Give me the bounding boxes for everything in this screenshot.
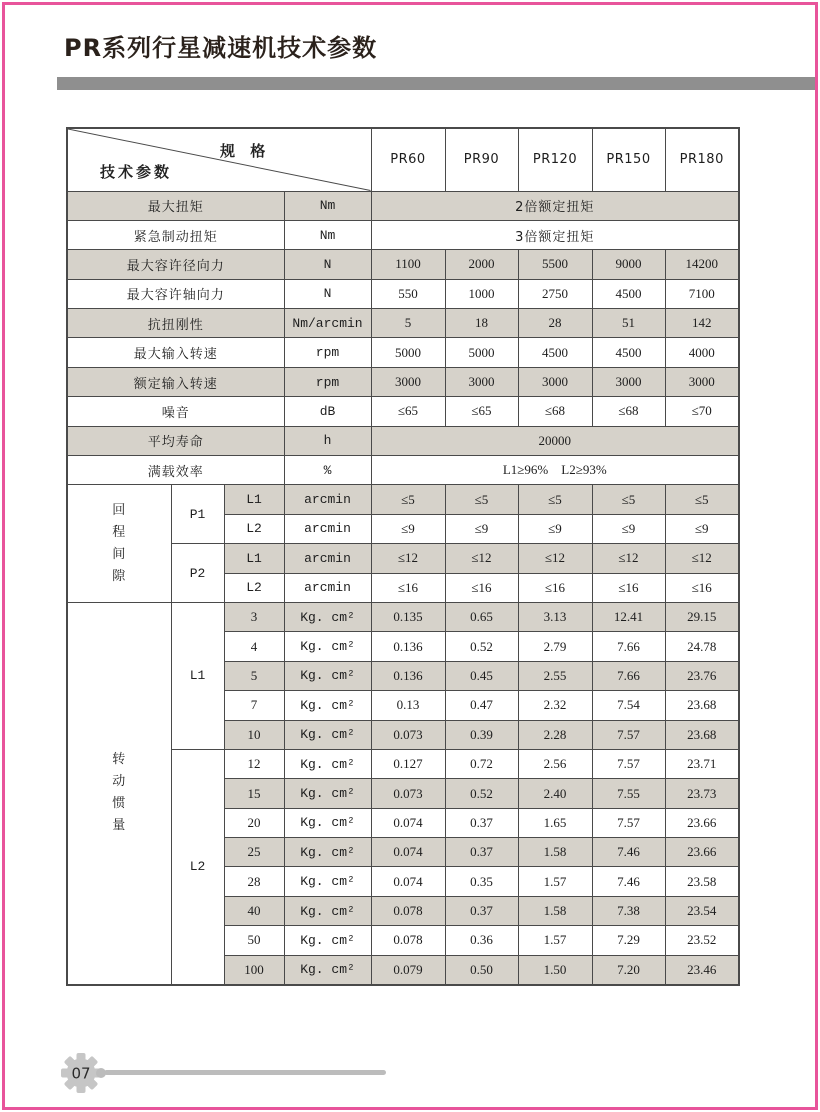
param-label: 最大输入转速 (67, 338, 284, 367)
value-cell: 0.074 (371, 867, 445, 896)
value-cell: ≤9 (518, 514, 592, 543)
merged-value-cell: 2倍额定扭矩 (371, 191, 739, 220)
table-row (67, 602, 739, 631)
unit-cell: Kg. cm² (284, 779, 371, 808)
value-cell: 0.52 (445, 779, 518, 808)
value-cell: 7.57 (592, 808, 665, 837)
value-cell: 23.66 (665, 838, 739, 867)
unit-cell: Kg. cm² (284, 838, 371, 867)
value-cell: ≤5 (371, 485, 445, 514)
value-cell: 1.57 (518, 926, 592, 955)
unit-cell: Kg. cm² (284, 955, 371, 984)
param-label: 满载效率 (67, 456, 284, 485)
value-cell: 23.66 (665, 808, 739, 837)
value-cell: 12.41 (592, 602, 665, 631)
unit-cell: Kg. cm² (284, 926, 371, 955)
value-cell: ≤12 (665, 544, 739, 573)
value-cell: 0.136 (371, 661, 445, 690)
unit-cell: arcmin (284, 544, 371, 573)
value-cell: ≤5 (665, 485, 739, 514)
value-cell: 0.45 (445, 661, 518, 690)
precision-class-p1: P1 (171, 485, 224, 544)
value-cell: ≤5 (518, 485, 592, 514)
param-label: 最大容许轴向力 (67, 279, 284, 308)
table-header-row (67, 128, 739, 191)
param-label: 最大容许径向力 (67, 250, 284, 279)
value-cell: 2.40 (518, 779, 592, 808)
ratio-cell: 3 (224, 602, 284, 631)
value-cell: 0.078 (371, 926, 445, 955)
value-cell: 0.36 (445, 926, 518, 955)
page-title: PR系列行星减速机技术参数 (64, 34, 378, 62)
ratio-cell: 100 (224, 955, 284, 984)
unit-cell: Kg. cm² (284, 632, 371, 661)
value-cell: 3000 (371, 367, 445, 396)
table-row (67, 279, 739, 308)
value-cell: 3000 (592, 367, 665, 396)
value-cell: 1.58 (518, 896, 592, 925)
value-cell: 0.135 (371, 602, 445, 631)
value-cell: 0.35 (445, 867, 518, 896)
model-column-header-pr180: PR180 (665, 128, 739, 191)
unit-cell: arcmin (284, 514, 371, 543)
unit-cell: Kg. cm² (284, 602, 371, 631)
unit-cell: Nm (284, 191, 371, 220)
value-cell: ≤68 (518, 397, 592, 426)
ratio-cell: 12 (224, 749, 284, 778)
value-cell: 0.073 (371, 779, 445, 808)
ratio-cell: 15 (224, 779, 284, 808)
value-cell: 7.57 (592, 720, 665, 749)
unit-cell: arcmin (284, 485, 371, 514)
param-label: 噪音 (67, 397, 284, 426)
param-label: 抗扭刚性 (67, 309, 284, 338)
value-cell: 3000 (518, 367, 592, 396)
unit-cell: Kg. cm² (284, 896, 371, 925)
unit-cell: % (284, 456, 371, 485)
value-cell: 1.65 (518, 808, 592, 837)
value-cell: ≤70 (665, 397, 739, 426)
value-cell: 0.72 (445, 749, 518, 778)
value-cell: 23.73 (665, 779, 739, 808)
value-cell: 0.073 (371, 720, 445, 749)
unit-cell: Kg. cm² (284, 720, 371, 749)
value-cell: 2.79 (518, 632, 592, 661)
value-cell: ≤5 (592, 485, 665, 514)
value-cell: 0.13 (371, 691, 445, 720)
value-cell: 0.47 (445, 691, 518, 720)
value-cell: 7.38 (592, 896, 665, 925)
value-cell: ≤65 (371, 397, 445, 426)
param-label: 平均寿命 (67, 426, 284, 455)
ratio-cell: 10 (224, 720, 284, 749)
value-cell: 0.37 (445, 838, 518, 867)
table-row (67, 309, 739, 338)
value-cell: 23.46 (665, 955, 739, 984)
value-cell: 0.074 (371, 838, 445, 867)
merged-value-cell: 3倍额定扭矩 (371, 220, 739, 249)
stage-cell: L2 (224, 573, 284, 602)
spec-table (66, 127, 740, 986)
value-cell: 550 (371, 279, 445, 308)
value-cell: 3000 (665, 367, 739, 396)
table-row (67, 426, 739, 455)
unit-cell: N (284, 279, 371, 308)
value-cell: 0.52 (445, 632, 518, 661)
value-cell: 4500 (592, 279, 665, 308)
value-cell: ≤16 (445, 573, 518, 602)
ratio-cell: 25 (224, 838, 284, 867)
value-cell: 5000 (371, 338, 445, 367)
unit-cell: rpm (284, 338, 371, 367)
value-cell: ≤12 (445, 544, 518, 573)
value-cell: 0.37 (445, 808, 518, 837)
unit-cell: dB (284, 397, 371, 426)
title-underline-bar (57, 77, 815, 90)
value-cell: 3000 (445, 367, 518, 396)
unit-cell: Kg. cm² (284, 808, 371, 837)
value-cell: 23.68 (665, 691, 739, 720)
value-cell: 7.46 (592, 838, 665, 867)
table-row (67, 220, 739, 249)
value-cell: 7100 (665, 279, 739, 308)
value-cell: ≤68 (592, 397, 665, 426)
model-column-header-pr60: PR60 (371, 128, 445, 191)
value-cell: 7.66 (592, 632, 665, 661)
value-cell: 4500 (592, 338, 665, 367)
model-column-header-pr90: PR90 (445, 128, 518, 191)
value-cell: 4500 (518, 338, 592, 367)
value-cell: 7.46 (592, 867, 665, 896)
unit-cell: Nm/arcmin (284, 309, 371, 338)
stage-group-l2: L2 (171, 749, 224, 984)
value-cell: 7.29 (592, 926, 665, 955)
corner-param-label: 技术参数 (100, 162, 173, 181)
unit-cell: Kg. cm² (284, 661, 371, 690)
stage-cell: L1 (224, 544, 284, 573)
value-cell: 28 (518, 309, 592, 338)
merged-value-cell: 20000 (371, 426, 739, 455)
ratio-cell: 40 (224, 896, 284, 925)
ratio-cell: 7 (224, 691, 284, 720)
backlash-group-label: 回程间隙 (67, 485, 171, 603)
value-cell: 3.13 (518, 602, 592, 631)
value-cell: 2.28 (518, 720, 592, 749)
value-cell: 1000 (445, 279, 518, 308)
value-cell: 0.136 (371, 632, 445, 661)
value-cell: ≤5 (445, 485, 518, 514)
unit-cell: arcmin (284, 573, 371, 602)
value-cell: 1.50 (518, 955, 592, 984)
unit-cell: Kg. cm² (284, 691, 371, 720)
table-row (67, 485, 739, 514)
value-cell: 23.52 (665, 926, 739, 955)
value-cell: ≤12 (371, 544, 445, 573)
value-cell: ≤16 (665, 573, 739, 602)
value-cell: 7.20 (592, 955, 665, 984)
value-cell: ≤12 (518, 544, 592, 573)
table-row (67, 338, 739, 367)
value-cell: 0.074 (371, 808, 445, 837)
value-cell: 0.37 (445, 896, 518, 925)
ratio-cell: 20 (224, 808, 284, 837)
value-cell: ≤16 (518, 573, 592, 602)
value-cell: ≤9 (592, 514, 665, 543)
value-cell: 5500 (518, 250, 592, 279)
value-cell: 7.54 (592, 691, 665, 720)
value-cell: 2.55 (518, 661, 592, 690)
stage-cell: L2 (224, 514, 284, 543)
value-cell: 23.58 (665, 867, 739, 896)
value-cell: ≤65 (445, 397, 518, 426)
value-cell: ≤9 (371, 514, 445, 543)
value-cell: 7.66 (592, 661, 665, 690)
table-corner-cell (67, 128, 371, 191)
value-cell: 2000 (445, 250, 518, 279)
value-cell: ≤9 (445, 514, 518, 543)
value-cell: 18 (445, 309, 518, 338)
merged-value-cell: L1≥96% L2≥93% (371, 456, 739, 485)
param-label: 最大扭矩 (67, 191, 284, 220)
value-cell: 1.58 (518, 838, 592, 867)
unit-cell: Nm (284, 220, 371, 249)
value-cell: 2.56 (518, 749, 592, 778)
value-cell: 5 (371, 309, 445, 338)
value-cell: 9000 (592, 250, 665, 279)
value-cell: 23.71 (665, 749, 739, 778)
stage-cell: L1 (224, 485, 284, 514)
value-cell: 1100 (371, 250, 445, 279)
value-cell: 0.50 (445, 955, 518, 984)
unit-cell: N (284, 250, 371, 279)
value-cell: 23.76 (665, 661, 739, 690)
value-cell: 7.57 (592, 749, 665, 778)
param-label: 紧急制动扭矩 (67, 220, 284, 249)
table-row (67, 191, 739, 220)
model-column-header-pr150: PR150 (592, 128, 665, 191)
value-cell: ≤12 (592, 544, 665, 573)
inertia-group-label: 转动惯量 (67, 602, 171, 984)
footer-rule-line (104, 1070, 386, 1075)
value-cell: 23.54 (665, 896, 739, 925)
value-cell: 0.078 (371, 896, 445, 925)
ratio-cell: 5 (224, 661, 284, 690)
value-cell: ≤9 (665, 514, 739, 543)
value-cell: 2750 (518, 279, 592, 308)
precision-class-p2: P2 (171, 544, 224, 603)
value-cell: 0.39 (445, 720, 518, 749)
value-cell: 29.15 (665, 602, 739, 631)
unit-cell: rpm (284, 367, 371, 396)
ratio-cell: 4 (224, 632, 284, 661)
stage-group-l1: L1 (171, 602, 224, 749)
unit-cell: Kg. cm² (284, 867, 371, 896)
value-cell: ≤16 (592, 573, 665, 602)
ratio-cell: 28 (224, 867, 284, 896)
value-cell: 7.55 (592, 779, 665, 808)
table-row (67, 456, 739, 485)
table-row (67, 250, 739, 279)
value-cell: 0.127 (371, 749, 445, 778)
value-cell: ≤16 (371, 573, 445, 602)
value-cell: 1.57 (518, 867, 592, 896)
value-cell: 5000 (445, 338, 518, 367)
value-cell: 14200 (665, 250, 739, 279)
value-cell: 0.65 (445, 602, 518, 631)
table-row (67, 397, 739, 426)
corner-spec-label: 规 格 (220, 142, 271, 160)
unit-cell: h (284, 426, 371, 455)
value-cell: 0.079 (371, 955, 445, 984)
table-row (67, 367, 739, 396)
param-label: 额定输入转速 (67, 367, 284, 396)
value-cell: 4000 (665, 338, 739, 367)
value-cell: 2.32 (518, 691, 592, 720)
value-cell: 24.78 (665, 632, 739, 661)
value-cell: 51 (592, 309, 665, 338)
value-cell: 23.68 (665, 720, 739, 749)
model-column-header-pr120: PR120 (518, 128, 592, 191)
page-number-gear-icon (61, 1053, 101, 1093)
page-number: 07 (71, 1064, 91, 1083)
value-cell: 142 (665, 309, 739, 338)
unit-cell: Kg. cm² (284, 749, 371, 778)
ratio-cell: 50 (224, 926, 284, 955)
